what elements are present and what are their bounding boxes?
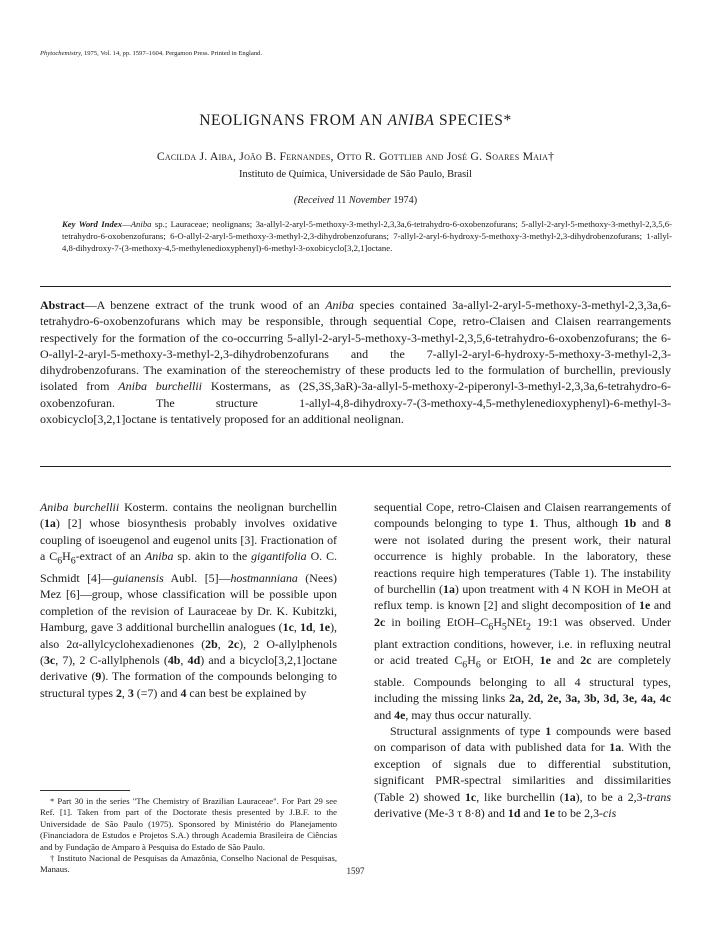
body-text: , 7), 2 C-allylphenols ( [55, 653, 168, 668]
abstract [40, 297, 671, 427]
footnotes [40, 796, 337, 876]
body-text: and [636, 516, 666, 531]
body-paragraph [374, 499, 671, 723]
subscript: 6 [488, 621, 494, 633]
body-text: are completely stable. Compounds belonging to all 4 structural types, including the missing links [374, 653, 672, 706]
body-text: , [121, 685, 128, 700]
body-text: compounds were based on comparison of data with published data for [374, 724, 672, 755]
body-text: , [180, 653, 188, 668]
subscript: 6 [57, 555, 63, 567]
compound-number: 1 [545, 724, 552, 739]
body-text: and [374, 707, 395, 722]
body-text: ) and a bicyclo[3,2,1]octane derivative ( [40, 653, 337, 684]
received-day: 11 [334, 195, 349, 206]
compound-number: 1a [563, 789, 576, 804]
article-title [0, 112, 711, 130]
compound-number: 1e [539, 653, 551, 668]
compound-number: 2c [227, 636, 240, 651]
body-text: ). The formation of the compounds belonging to structural types [40, 669, 337, 700]
compound-number: 1e [639, 598, 651, 613]
body-text: were not isolated during the present work, their natural occurrence is highly probable. In the laboratory, these reactions require high temperatures (Table 1). The instability of burchellin ( [374, 532, 671, 597]
compound-number: 2 [115, 685, 122, 700]
footnote-series: * Part 30 in the series "The Chemistry of Brazilian Lauraceae". For Part 29 see Ref. [1]. Taken from part of the Doctorate thesis presented by J.B.F. to the Universidade de São Paulo (1975). Sponsored by Ministério do Planejamento (Financiadora de Estudos e Projetos S.A.) through Academia Brasileira de Ciências and by Fundação de Amparo à Pesquisa do Estado de São Paulo. [40, 796, 337, 852]
body-text: -extract of an [75, 549, 146, 564]
title-text: NEOLIGNANS FROM AN [199, 112, 388, 129]
compound-number: 2c [580, 653, 592, 668]
body-text: , like burchellin ( [476, 789, 564, 804]
body-text: , [217, 636, 228, 651]
compound-number: 2c [374, 614, 386, 629]
keyword-genus: Aniba [130, 219, 152, 229]
body-text: (=7) and [133, 685, 181, 700]
body-text: sequential Cope, retro-Claisen and Claisen rearrangements of compounds belonging to type [374, 500, 671, 531]
species-name: Aniba burchellii [40, 500, 120, 514]
abstract-bottom-rule [40, 466, 671, 467]
received-year: 1974) [390, 195, 418, 206]
body-text: , may thus occur naturally. [405, 707, 532, 722]
stereo-descriptor: trans [646, 789, 671, 804]
abstract-top-rule [40, 286, 671, 287]
abstract-text: —A benzene extract of the trunk wood of an [84, 298, 326, 312]
compound-number: 1e [318, 620, 331, 635]
body-text: in boiling EtOH–C [385, 614, 489, 629]
compound-number: 4 [180, 685, 187, 700]
compound-number: 3c [43, 653, 56, 668]
body-text: Kosterm. contains the neolignan burchellin ( [40, 500, 337, 531]
compound-number: 4b [167, 653, 181, 668]
title-genus: ANIBA [387, 112, 435, 129]
compound-number: 4d [187, 653, 201, 668]
species-epithet: gigantifolia [251, 549, 307, 564]
compound-number: 9 [95, 669, 102, 684]
body-text: (Nees) Mez [6]—group, whose classification will be possible upon completion of the revision of Lauraceae by Dr. K. Kubitzki, Hamburg, gave 3 additional burchellin analogues ( [40, 571, 337, 635]
received-label: (Received [293, 195, 335, 206]
body-text: sp. akin to the [173, 549, 252, 564]
body-column-left [40, 499, 337, 701]
journal-citation [40, 50, 262, 57]
footnote-rule [40, 790, 130, 791]
subscript: 6 [70, 555, 76, 567]
keyword-label: Key Word Index [62, 219, 123, 229]
compound-number: 4e [394, 707, 406, 722]
author-list: Cacilda J. Aiba, João B. Fernandes, Otto R. Gottlieb and José G. Soares Maia† [156, 149, 555, 163]
body-text: 19:1 was observed. Under plant extraction conditions, however, i.e. in refluxing neutral or acid treated C [374, 614, 671, 668]
compound-number: 1e [543, 806, 555, 821]
body-text: . With the exception of signals due to differential substitution, significant PMR-spectral similarities and dissimilarities (Table 2) showed [374, 740, 672, 804]
abstract-species: Aniba burchellii [118, 379, 202, 394]
body-text: Structural assignments of type [390, 724, 546, 739]
abstract-text: Kostermans, as (2S,3S,3aR)-3a-allyl-5-methoxy-2-piperonyl-3-methyl-2,3,3a,6-tetrahydro-6-oxobenzofuran. The structure 1-allyl-4,8-dihydroxy-7-(3-methoxy-4,5-methylenedioxyphenyl)-6-methyl-3-oxobicyclo[3,2,1]octane is tentatively proposed for an additional neolignan. [40, 379, 671, 427]
compound-number: 8 [665, 516, 671, 531]
body-text: ), to be a 2,3- [575, 789, 647, 804]
compound-number: 1 [529, 516, 536, 531]
compound-number: 1d [507, 806, 521, 821]
compound-number: 3 [127, 685, 134, 700]
species-epithet: guianensis [112, 571, 164, 585]
genus-name: Aniba [145, 549, 174, 564]
body-text: NEt [506, 614, 527, 629]
journal-details: 1975, Vol. 14, pp. 1597–1604. Pergamon Press. Printed in England. [82, 50, 262, 57]
body-text: Aubl. [5]— [163, 571, 231, 585]
body-text: , [293, 620, 301, 635]
body-text: ) [2] whose biosynthesis probably involves oxidative coupling of isoeugenol and eugenol units [3]. Fractionation of a C [40, 516, 337, 564]
institution: Instituto de Química, Universidade de São Paulo, Brasil [239, 169, 472, 180]
body-text: . Thus, although [535, 516, 624, 531]
received-month: November [348, 195, 391, 206]
compound-number: 2b [205, 636, 218, 651]
body-text: ) upon treatment with 4 N KOH in MeOH at reflux temp. is known [2] and slight decomposition of [374, 582, 671, 613]
body-paragraph [374, 723, 671, 821]
compound-numbers: 2a, 2d, 2e, 3a, 3b, 3d, 3e, 4a, 4c [509, 691, 671, 706]
abstract-genus: Aniba [325, 298, 354, 312]
journal-name: Phytochemistry, [40, 50, 83, 57]
stereo-descriptor: cis [603, 806, 617, 821]
species-epithet: hostmanniana [230, 571, 298, 585]
subscript: 5 [501, 621, 507, 633]
body-column-right [374, 499, 671, 821]
compound-number: 1a [609, 740, 622, 755]
abstract-text: species contained 3a-allyl-2-aryl-5-methoxy-3-methyl-2,3,3a,6-tetrahydro-6-oxobenzofurans which may be responsible, through sequential Cope, retro-Claisen and Claisen rearrangements respectively for the formation of the co-occurring 5-allyl-2-aryl-5-methoxy-3-methyl-2,3,5,6-tetrahydro-6-oxobenzofurans; the 6-O-allyl-2-aryl-5-methoxy-3-methyl-2,3-dihydrobenzofurans and the 7-allyl-2-aryl-6-hydroxy-5-methoxy-3-methyl-2,3-dihydrobenzofurans. The examination of the stereochemistry of these products led to the formulation of burchellin, previously isolated from [40, 298, 671, 394]
body-text: or EtOH, [480, 653, 540, 668]
subscript: 6 [462, 659, 468, 671]
body-text: H [62, 549, 71, 564]
body-text: and [520, 806, 544, 821]
subscript: 2 [526, 621, 531, 633]
compound-number: 1b [623, 516, 637, 531]
body-text: , [312, 620, 319, 635]
compound-number: 1d [300, 620, 313, 635]
body-text: H [493, 614, 502, 629]
footnote-affiliation: † Instituto Nacional de Pesquisas da Amazônia, Conselho Nacional de Pesquisas, Manaus. [40, 853, 337, 875]
body-text: and [550, 653, 581, 668]
body-text: ), also 2α-allylcyclohexadienones ( [40, 620, 337, 651]
body-text: H [467, 653, 476, 668]
keyword-dash: — [122, 219, 131, 229]
keyword-text: sp.; Lauraceae; neolignans; 3a-allyl-2-aryl-5-methoxy-3-methyl-2,3,3a,6-tetrahydro-6-oxobenzofurans; 5-allyl-2-aryl-5-methoxy-3-methyl-2,3,5,6-tetrahydro-6-oxobenzofurans; 6-O-allyl-2-aryl-5-methoxy-3-methyl-2,3-dihydrobenzofurans; 7-allyl-2-aryl-6-hydroxy-5-methoxy-3-methyl-2,3-dihydrobenzofurans; 1-allyl-4,8-dihydroxy-7-(3-methoxy-4,5-methylenedioxyphenyl)-6-methyl-3-oxobicyclo[3,2,1]octane. [62, 219, 672, 254]
title-text-end: SPECIES* [434, 112, 512, 129]
body-text: and [650, 598, 671, 613]
body-text: O. C. Schmidt [4]— [40, 549, 337, 585]
compound-number: 1a [443, 582, 455, 597]
compound-number: 1c [282, 620, 294, 635]
received-date [0, 195, 711, 206]
keyword-index [62, 218, 672, 255]
abstract-label: Abstract [40, 298, 85, 312]
subscript: 6 [475, 659, 481, 671]
compound-number: 1c [464, 789, 477, 804]
body-text: to be 2,3- [554, 806, 604, 821]
page-number: 1597 [346, 866, 365, 876]
body-text: derivative (Me-3 τ 8·8) and [374, 806, 508, 821]
compound-number: 1a [43, 516, 56, 531]
body-text: ), 2 O-allylphenols ( [40, 636, 337, 668]
body-text: can best be explained by [186, 685, 307, 700]
body-paragraph [40, 499, 337, 701]
